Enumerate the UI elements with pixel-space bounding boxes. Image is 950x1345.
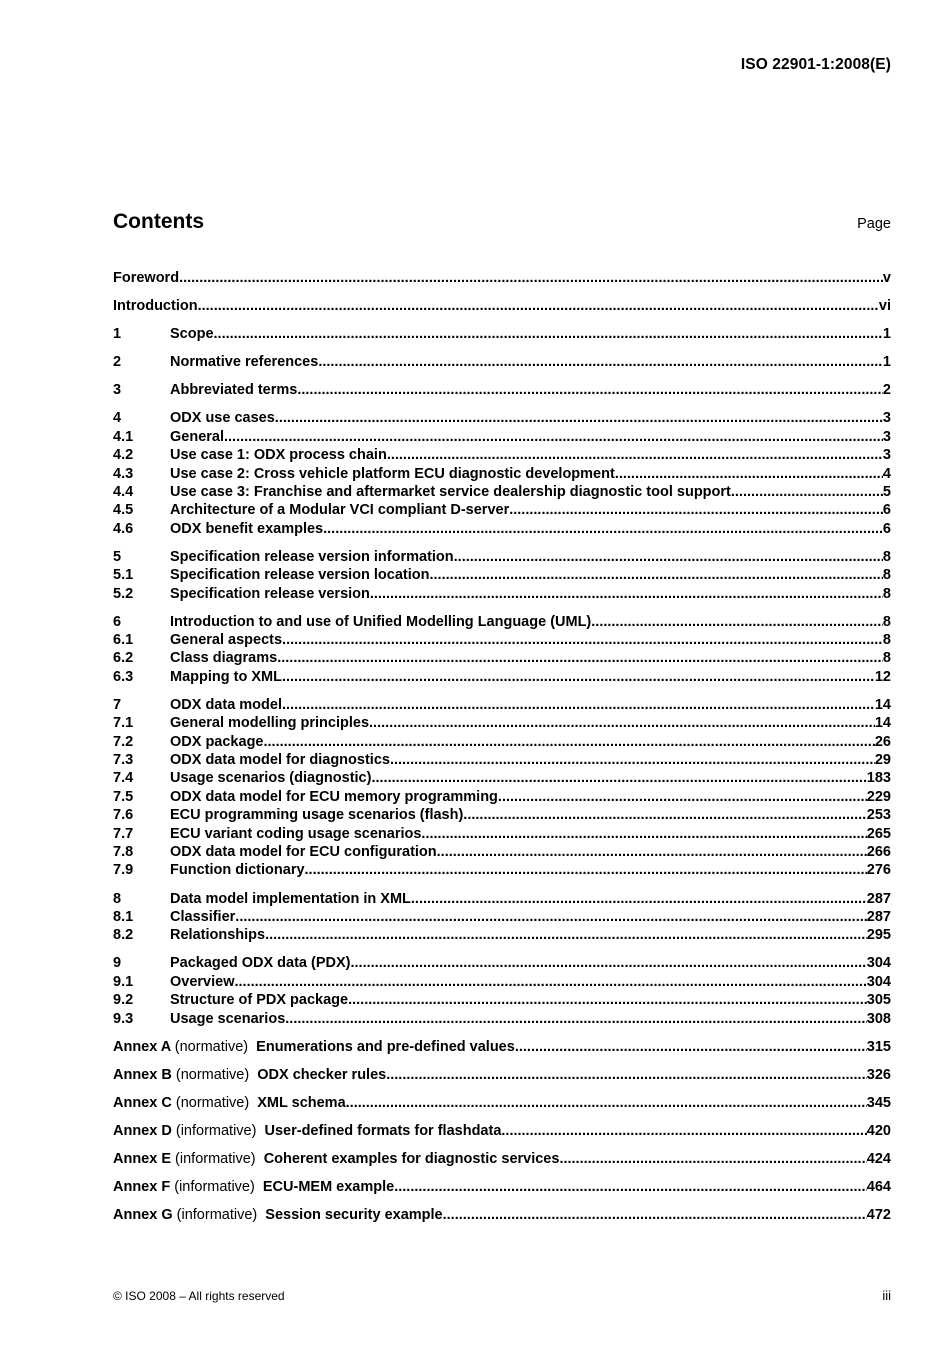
- page-title: Contents: [113, 210, 204, 233]
- dot-leader: [390, 751, 875, 769]
- toc-entry[interactable]: [113, 465, 891, 483]
- toc-group: [113, 548, 891, 603]
- toc-entry-number: 5.2: [113, 585, 134, 602]
- table-of-contents: [113, 269, 891, 1224]
- toc-entry-page: 4: [882, 465, 891, 482]
- dot-leader: [437, 843, 867, 861]
- annex-kind: (informative): [174, 1179, 255, 1195]
- toc-group: [113, 381, 891, 399]
- toc-entry-page: 8: [882, 548, 891, 565]
- toc-annex-title: [113, 1178, 394, 1196]
- toc-entry-page: 8: [882, 613, 891, 630]
- toc-entry[interactable]: [113, 649, 891, 667]
- toc-entry-number: 1: [113, 326, 122, 343]
- toc-entry[interactable]: [113, 733, 891, 751]
- dot-leader: [235, 973, 867, 991]
- toc-entry-title: Use case 1: ODX process chain: [170, 447, 387, 464]
- toc-entry-title: Structure of PDX package: [170, 992, 349, 1009]
- toc-entry[interactable]: [113, 409, 891, 427]
- toc-entry[interactable]: [113, 631, 891, 649]
- dot-leader: [731, 483, 883, 501]
- toc-entry-page: 29: [874, 752, 891, 769]
- dot-leader: [430, 566, 883, 584]
- toc-group: [113, 353, 891, 371]
- toc-entry-title: Abbreviated terms: [170, 382, 298, 399]
- dot-leader: [285, 1010, 867, 1028]
- toc-entry-page: 464: [866, 1179, 891, 1195]
- dot-leader: [282, 631, 883, 649]
- dot-leader: [305, 861, 867, 879]
- toc-entry-number: 4.4: [113, 483, 134, 500]
- toc-entry-page: 183: [866, 770, 891, 787]
- toc-entry-number: 8: [113, 890, 122, 907]
- dot-leader: [198, 297, 879, 315]
- annex-kind: (informative): [175, 1122, 257, 1139]
- dot-leader: [235, 908, 867, 926]
- toc-entry-page: 3: [882, 447, 891, 464]
- toc-entry-page: 276: [866, 862, 891, 879]
- toc-entry-page: 420: [866, 1122, 891, 1139]
- toc-entry-number: 5: [113, 548, 122, 565]
- toc-group: [113, 1206, 891, 1224]
- copyright-notice: © ISO 2008 – All rights reserved: [113, 1289, 285, 1303]
- toc-group: [113, 1038, 891, 1056]
- toc-entry[interactable]: [113, 501, 891, 519]
- toc-entry-number: 9: [113, 955, 122, 972]
- toc-entry-title: Function dictionary: [170, 862, 305, 879]
- toc-entry-number: 7.5: [113, 788, 134, 805]
- toc-entry[interactable]: [113, 926, 891, 944]
- dot-leader: [394, 1178, 867, 1196]
- dot-leader: [411, 890, 867, 908]
- dot-leader: [282, 668, 875, 686]
- toc-entry-number: 7.7: [113, 825, 134, 842]
- toc-entry-page: 14: [874, 715, 891, 732]
- annex-label: Annex G: [113, 1207, 173, 1224]
- toc-annex-title: [113, 1066, 386, 1084]
- toc-entry-number: 6.2: [113, 650, 134, 667]
- dot-leader: [282, 696, 875, 714]
- toc-entry-title: Mapping to XML: [170, 668, 282, 685]
- toc-entry-page: 304: [866, 973, 891, 990]
- toc-entry[interactable]: [113, 714, 891, 732]
- annex-label: Annex C: [113, 1094, 172, 1111]
- dot-leader: [421, 825, 866, 843]
- dot-leader: [515, 1038, 867, 1056]
- toc-entry[interactable]: [113, 566, 891, 584]
- toc-group: [113, 1150, 891, 1168]
- toc-entry-title: Specification release version location: [170, 567, 430, 584]
- toc-entry-page: 287: [866, 890, 891, 907]
- toc-entry[interactable]: [113, 890, 891, 908]
- toc-entry-title: Architecture of a Modular VCI compliant D-server: [170, 502, 510, 519]
- toc-entry-page: 326: [866, 1066, 891, 1083]
- toc-entry-title: Coherent examples for diagnostic services: [263, 1150, 560, 1167]
- dot-leader: [371, 769, 866, 787]
- toc-entry-page: 266: [866, 844, 891, 861]
- dot-leader: [498, 788, 867, 806]
- toc-entry-title: Introduction to and use of Unified Modelling Language (UML): [170, 613, 592, 630]
- toc-entry-title: Classifier: [170, 908, 236, 925]
- toc-entry[interactable]: [113, 696, 891, 714]
- toc-entry[interactable]: [113, 520, 891, 538]
- toc-entry[interactable]: [113, 843, 891, 861]
- toc-entry[interactable]: [113, 446, 891, 464]
- toc-entry[interactable]: [113, 1206, 891, 1224]
- toc-entry-page: 295: [866, 927, 891, 944]
- toc-entry-number: 5.1: [113, 567, 134, 584]
- toc-entry[interactable]: [113, 861, 891, 879]
- annex-kind: (informative): [176, 1207, 258, 1224]
- toc-entry[interactable]: [113, 428, 891, 446]
- toc-entry[interactable]: [113, 1150, 891, 1168]
- toc-entry[interactable]: [113, 1066, 891, 1084]
- toc-entry-number: 9.1: [113, 973, 134, 990]
- toc-entry[interactable]: [113, 353, 891, 371]
- annex-kind: (normative): [175, 1094, 250, 1111]
- annex-label: Annex B: [113, 1066, 172, 1083]
- dot-leader: [265, 926, 867, 944]
- dot-leader: [323, 520, 883, 538]
- toc-entry-title: Data model implementation in XML: [170, 890, 411, 907]
- toc-entry[interactable]: [113, 769, 891, 787]
- dot-leader: [264, 733, 875, 751]
- toc-entry-page: 345: [866, 1094, 891, 1111]
- toc-entry-number: 6.3: [113, 668, 134, 685]
- toc-entry[interactable]: [113, 381, 891, 399]
- toc-entry-page: 8: [882, 632, 891, 649]
- annex-label: Annex E: [113, 1150, 172, 1167]
- toc-entry-number: 7.2: [113, 733, 134, 750]
- toc-entry[interactable]: [113, 585, 891, 603]
- toc-entry-title: ODX checker rules: [257, 1066, 387, 1083]
- toc-entry-title: General: [170, 428, 224, 445]
- toc-entry[interactable]: [113, 613, 891, 631]
- toc-entry-number: 6: [113, 613, 122, 630]
- toc-entry-number: 4.3: [113, 465, 134, 482]
- dot-leader: [463, 806, 867, 824]
- toc-entry-title: ECU programming usage scenarios (flash): [170, 807, 464, 824]
- toc-entry[interactable]: [113, 325, 891, 343]
- toc-group: [113, 613, 891, 687]
- toc-entry-number: 7.1: [113, 715, 134, 732]
- toc-entry-page: 14: [874, 696, 891, 713]
- toc-entry-page: 304: [866, 955, 891, 972]
- toc-group: [113, 269, 891, 287]
- toc-entry[interactable]: [113, 1010, 891, 1028]
- toc-entry-number: 4.2: [113, 447, 134, 464]
- toc-entry-title: Enumerations and pre-defined values: [256, 1038, 515, 1055]
- toc-group: [113, 890, 891, 945]
- dot-leader: [443, 1206, 867, 1224]
- toc-entry-page: 1: [882, 354, 891, 371]
- toc-entry-number: 7.6: [113, 807, 134, 824]
- toc-entry-number: 8.2: [113, 927, 134, 944]
- toc-entry[interactable]: [113, 908, 891, 926]
- toc-entry[interactable]: [113, 991, 891, 1009]
- toc-entry[interactable]: [113, 1038, 891, 1056]
- toc-entry-title: ODX data model for diagnostics: [170, 752, 390, 769]
- toc-entry[interactable]: [113, 788, 891, 806]
- toc-entry[interactable]: [113, 973, 891, 991]
- dot-leader: [297, 381, 883, 399]
- toc-group: [113, 696, 891, 880]
- dot-leader: [224, 428, 883, 446]
- toc-entry-number: 3: [113, 382, 122, 399]
- dot-leader: [275, 409, 883, 427]
- toc-entry[interactable]: [113, 1122, 891, 1140]
- toc-entry-title: ODX benefit examples: [170, 520, 324, 537]
- toc-entry-title: Relationships: [170, 927, 266, 944]
- toc-entry-title: Overview: [170, 973, 235, 990]
- toc-entry-number: 9.3: [113, 1010, 134, 1027]
- dot-leader: [369, 714, 875, 732]
- toc-annex-title: [113, 1150, 559, 1168]
- toc-entry-number: 7: [113, 696, 122, 713]
- toc-entry-title: Specification release version: [170, 585, 370, 602]
- toc-entry-title: XML schema: [257, 1094, 346, 1111]
- toc-entry[interactable]: [113, 954, 891, 972]
- annex-label: Annex F: [113, 1179, 171, 1195]
- toc-group: [113, 297, 891, 315]
- dot-leader: [509, 501, 883, 519]
- toc-entry-page: 8: [882, 567, 891, 584]
- toc-group: [113, 1178, 891, 1196]
- toc-entry-title: Usage scenarios (diagnostic): [170, 770, 372, 787]
- toc-entry-title: Use case 3: Franchise and aftermarket service dealership diagnostic tool support: [170, 483, 731, 500]
- annex-kind: (informative): [175, 1150, 256, 1167]
- annex-kind: (normative): [174, 1038, 249, 1055]
- toc-entry-title: Specification release version information: [170, 548, 454, 565]
- toc-entry-title: General aspects: [170, 632, 283, 649]
- toc-entry-title: General modelling principles: [170, 715, 370, 732]
- toc-entry-title: Class diagrams: [170, 650, 278, 667]
- toc-entry-page: 308: [866, 1010, 891, 1027]
- toc-entry-page: 3: [882, 428, 891, 445]
- toc-entry-page: 253: [866, 807, 891, 824]
- toc-entry-number: 4.1: [113, 428, 134, 445]
- toc-entry-page: 229: [866, 788, 891, 805]
- toc-group: [113, 325, 891, 343]
- dot-leader: [387, 446, 883, 464]
- toc-entry-title: Packaged ODX data (PDX): [170, 955, 351, 972]
- toc-entry[interactable]: [113, 297, 891, 315]
- dot-leader: [615, 465, 883, 483]
- toc-group: [113, 1066, 891, 1084]
- dot-leader: [351, 954, 867, 972]
- toc-entry-page: 8: [882, 650, 891, 667]
- toc-entry[interactable]: [113, 825, 891, 843]
- dot-leader: [348, 991, 867, 1009]
- toc-entry-page: 265: [866, 825, 891, 842]
- annex-label: Annex D: [113, 1122, 172, 1139]
- toc-entry-page: 424: [866, 1150, 891, 1167]
- toc-entry-page: v: [882, 269, 891, 286]
- toc-entry-title: Use case 2: Cross vehicle platform ECU diagnostic development: [170, 465, 615, 482]
- dot-leader: [386, 1066, 867, 1084]
- toc-group: [113, 409, 891, 538]
- toc-entry-title: ODX data model for ECU configuration: [170, 844, 437, 861]
- dot-leader: [346, 1094, 867, 1112]
- toc-entry-number: 7.3: [113, 752, 134, 769]
- toc-entry-title: Foreword: [113, 269, 180, 286]
- toc-entry[interactable]: [113, 1178, 891, 1196]
- toc-entry-title: ODX package: [170, 733, 264, 750]
- toc-entry-title: ECU variant coding usage scenarios: [170, 825, 422, 842]
- toc-entry-title: ODX use cases: [170, 410, 275, 427]
- toc-entry-title: Scope: [170, 326, 214, 343]
- dot-leader: [370, 585, 883, 603]
- toc-entry-page: 6: [882, 502, 891, 519]
- toc-entry-page: 3: [882, 410, 891, 427]
- toc-entry-page: 12: [874, 668, 891, 685]
- toc-entry-page: 6: [882, 520, 891, 537]
- standard-id: ISO 22901-1:2008(E): [740, 56, 891, 73]
- toc-entry-page: vi: [878, 298, 891, 315]
- toc-annex-title: [113, 1094, 346, 1112]
- toc-entry[interactable]: [113, 668, 891, 686]
- toc-annex-title: [113, 1038, 515, 1056]
- toc-entry[interactable]: [113, 269, 891, 287]
- dot-leader: [214, 325, 883, 343]
- toc-entry-page: 315: [866, 1038, 891, 1055]
- toc-entry-number: 9.2: [113, 992, 134, 1009]
- toc-annex-title: [113, 1122, 501, 1140]
- annex-label: Annex A: [113, 1038, 171, 1055]
- toc-entry-page: 2: [882, 382, 891, 399]
- toc-group: [113, 1094, 891, 1112]
- toc-entry-title: Session security example: [265, 1207, 443, 1224]
- toc-entry-number: 4: [113, 410, 122, 427]
- toc-entry[interactable]: [113, 548, 891, 566]
- toc-entry-number: 8.1: [113, 908, 134, 925]
- toc-entry-title: Normative references: [170, 354, 319, 371]
- toc-entry-number: 2: [113, 354, 122, 371]
- toc-entry-page: 26: [874, 733, 891, 750]
- page-column-label: Page: [857, 216, 891, 232]
- toc-entry-number: 4.6: [113, 520, 134, 537]
- dot-leader: [179, 269, 883, 287]
- toc-entry-page: 5: [882, 483, 891, 500]
- toc-entry-title: Usage scenarios: [170, 1010, 286, 1027]
- toc-entry-page: 305: [866, 992, 891, 1009]
- toc-entry-page: 472: [866, 1207, 891, 1224]
- toc-entry-title: ODX data model for ECU memory programming: [170, 788, 498, 805]
- toc-entry-number: 7.8: [113, 844, 134, 861]
- toc-entry-title: ODX data model: [170, 696, 282, 713]
- toc-entry-title: User-defined formats for flashdata: [264, 1122, 502, 1139]
- toc-group: [113, 954, 891, 1028]
- toc-group: [113, 1122, 891, 1140]
- toc-entry[interactable]: [113, 483, 891, 501]
- dot-leader: [318, 353, 883, 371]
- annex-kind: (normative): [175, 1066, 250, 1083]
- dot-leader: [501, 1122, 866, 1140]
- toc-entry-title: ECU-MEM example: [262, 1179, 395, 1195]
- page-number: iii: [882, 1288, 891, 1303]
- dot-leader: [559, 1150, 866, 1168]
- toc-entry-page: 287: [866, 908, 891, 925]
- toc-entry[interactable]: [113, 806, 891, 824]
- dot-leader: [591, 613, 883, 631]
- toc-entry[interactable]: [113, 1094, 891, 1112]
- dot-leader: [454, 548, 883, 566]
- toc-entry-page: 1: [882, 326, 891, 343]
- toc-entry-number: 7.9: [113, 862, 134, 879]
- toc-entry-number: 6.1: [113, 632, 134, 649]
- toc-entry-number: 7.4: [113, 770, 134, 787]
- toc-entry-page: 8: [882, 585, 891, 602]
- toc-entry-title: Introduction: [113, 298, 198, 315]
- toc-entry-number: 4.5: [113, 502, 134, 519]
- dot-leader: [277, 649, 883, 667]
- toc-annex-title: [113, 1206, 443, 1224]
- toc-entry[interactable]: [113, 751, 891, 769]
